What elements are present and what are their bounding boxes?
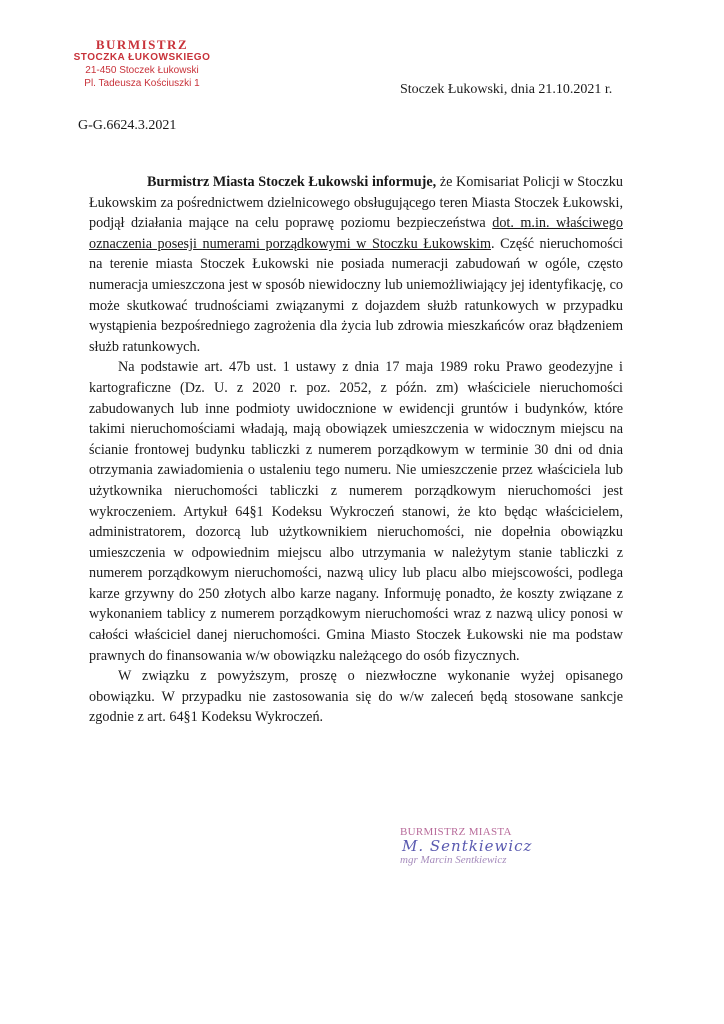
stamp-line-address: Pl. Tadeusza Kościuszki 1 <box>84 78 200 89</box>
place-and-date: Stoczek Łukowski, dnia 21.10.2021 r. <box>400 82 613 97</box>
paragraph-1 <box>89 172 623 357</box>
paragraph-1-text-a: że Komisariat Policji w Stoczku Łukowskim za pośrednictwem dzielnicowego obsługującego teren Miasta Stoczek Łukowski, podjął działania mające na celu poprawę poziomu bezpieczeństwa <box>89 174 623 232</box>
handwritten-signature: M. Sentkiewicz <box>402 837 533 855</box>
stamp-line-office: STOCZKA ŁUKOWSKIEGO <box>73 52 211 63</box>
stamp-line-title: BURMISTRZ <box>95 37 189 52</box>
signature-block <box>400 826 540 866</box>
signature-title: BURMISTRZ MIASTA <box>400 826 512 838</box>
letter-body <box>89 172 623 728</box>
paragraph-1-bold-lead: Burmistrz Miasta Stoczek Łukowski informuje, <box>147 174 437 190</box>
issuer-stamp <box>62 38 222 90</box>
paragraph-3: W związku z powyższym, proszę o niezwłoczne wykonanie wyżej opisanego obowiązku. W przypadku nie zastosowania się do w/w zaleceń będą stosowane sankcje zgodnie z art. 64§1 Kodeksu Wykroczeń. <box>89 668 623 726</box>
paragraph-1-underlined: dot. m.in. właściwego oznaczenia posesji numerami porządkowymi w Stoczku Łukowskim <box>89 215 623 252</box>
paragraph-2: Na podstawie art. 47b ust. 1 ustawy z dnia 17 maja 1989 roku Prawo geodezyjne i kartograficzne (Dz. U. z 2020 r. poz. 2052, z późn. zm) właściciele nieruchomości zabudowanych lub inne podmioty uwidocznione w ewidencji gruntów i budynków, które takimi nieruchomościami władają, mają obowiązek umieszczenia w widocznym miejscu na ścianie frontowej budynku tabliczki z numerem porządkowym w terminie 30 dni od dnia otrzymania zawiadomienia o ustaleniu tego numeru. Nie umieszczenie przez właściciela lub użytkownika nieruchomości tabliczki z numerem porządkowym nieruchomości jest wykroczeniem. Artykuł 64§1 Kodeksu Wykroczeń stanowi, że kto będąc właścicielem, administratorem, dozorcą lub użytkownikiem nieruchomości, nie dopełnia obowiązku umieszczenia w odpowiednim miejscu albo utrzymania w należytym stanie tabliczki z numerem porządkowym nieruchomości, nazwą ulicy lub placu albo miejscowości, podlega karze grzywny do 250 złotych albo karze nagany. Informuję ponadto, że koszty związane z wykonaniem tablicy z numerem porządkowym nieruchomości wraz z nazwą ulicy ponosi w całości właściciel danej nieruchomości. Gmina Miasto Stoczek Łukowski nie ma podstaw prawnych do finansowania w/w obowiązku należącego do osób fizycznych. <box>89 359 623 664</box>
reference-number: G-G.6624.3.2021 <box>78 118 177 133</box>
stamp-line-postcode: 21-450 Stoczek Łukowski <box>85 65 199 76</box>
paragraph-1-text-b: . Część nieruchomości na terenie miasta Stoczek Łukowski nie posiada numeracji zabudowań w ogóle, często numeracja umieszczona jest w sposób niewidoczny lub uniemożliwiający jej identyfikację, co może skutkować trudnościami związanymi z dojazdem służb ratunkowych w przypadku wystąpienia bezpośredniego zagrożenia dla życia lub zdrowia mieszkańców oraz błądzeniem służb ratunkowych. <box>89 235 623 355</box>
signatory-name: mgr Marcin Sentkiewicz <box>400 854 507 866</box>
